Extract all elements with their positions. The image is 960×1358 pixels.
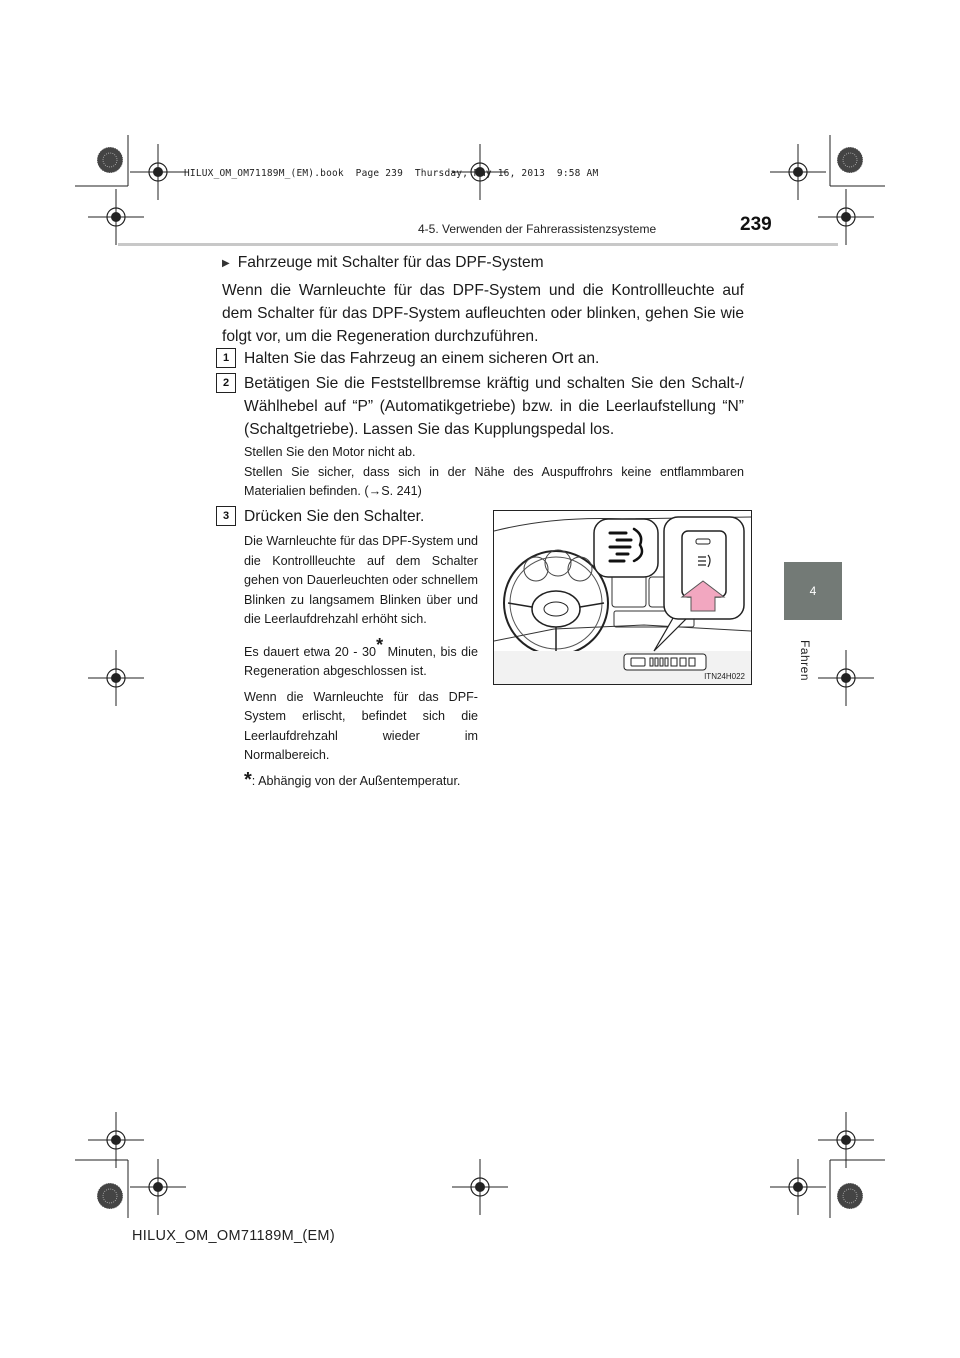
footnote-star: * <box>376 634 384 655</box>
step-number-2: 2 <box>216 373 236 393</box>
header-rule <box>118 243 838 246</box>
footnote-text: : Abhängig von der Außentemperatur. <box>251 773 461 788</box>
subheading <box>222 254 544 272</box>
chapter-label: Fahren <box>798 640 812 682</box>
step-3-text: Drücken Sie den Schalter. <box>244 508 425 525</box>
duration-text-end: Minuten, bis die Regeneration abgeschlossen ist. <box>244 644 478 679</box>
figure-code: ITN24H022 <box>704 672 745 681</box>
note-engine: Stellen Sie den Motor nicht ab. <box>244 445 416 459</box>
note-regeneration-light: Die Warnleuchte für das DPF-System und die Kontrollleuchte auf dem Schalter gehen von Dauerleuchten oder schnellem Blinken zu langsamem Blinken über und die Leerlaufdrehzahl erhöht sich. <box>244 534 479 626</box>
note-flammable <box>244 463 744 502</box>
note-idle-speed: Wenn die Warnleuchte für das DPF-System erlischt, befindet sich die Leerlaufdrehzahl wieder im Normalbereich. <box>244 689 478 763</box>
step-1-text: Halten Sie das Fahrzeug an einem sicheren Ort an. <box>244 350 600 367</box>
triangle-bullet-icon: ▶ <box>222 258 230 269</box>
step-2-text: Betätigen Sie die Feststellbremse kräftig und schalten Sie den Schalt-/ Wählhebel auf “P” (Automatikgetriebe) bzw. in die Leerlaufstellung “N” (Schaltgetriebe). Lassen Sie das Kupplungspedal los. <box>244 375 744 438</box>
step-2-notes <box>244 443 744 502</box>
dashboard-illustration <box>494 511 751 684</box>
print-info-line: HILUX_OM_OM71189M_(EM).book Page 239 Thursday, May 16, 2013 9:58 AM <box>184 168 599 179</box>
dashboard-figure <box>493 510 752 685</box>
step-3-notes <box>244 532 478 791</box>
duration-text: Es dauert etwa 20 - 30 <box>244 644 377 659</box>
note-flammable-text: Stellen Sie sicher, dass sich in der Nähe des Auspuffrohrs keine entflammbaren Materialien befinden. ( <box>244 464 744 498</box>
page-number: 239 <box>740 214 772 235</box>
footnote <box>244 768 478 792</box>
page-reference-link[interactable]: S. 241) <box>381 484 422 498</box>
chapter-tab[interactable]: 4 <box>784 562 842 620</box>
subheading-text: Fahrzeuge mit Schalter für das DPF-System <box>237 254 544 271</box>
note-duration <box>244 636 478 682</box>
footnote-marker: * <box>244 768 252 791</box>
step-number-3: 3 <box>216 506 236 526</box>
section-title: 4-5. Verwenden der Fahrerassistenzsysteme <box>418 222 657 236</box>
arrow-right-icon: → <box>368 484 382 498</box>
step-number-1: 1 <box>216 348 236 368</box>
footer-manual-code: HILUX_OM_OM71189M_(EM) <box>132 1228 335 1244</box>
intro-paragraph: Wenn die Warnleuchte für das DPF-System und die Kontrollleuchte auf dem Schalter für das DPF-System aufleuchten oder blinken, gehen Sie wie folgt vor, um die Regeneration durchzuführen. <box>222 282 744 345</box>
